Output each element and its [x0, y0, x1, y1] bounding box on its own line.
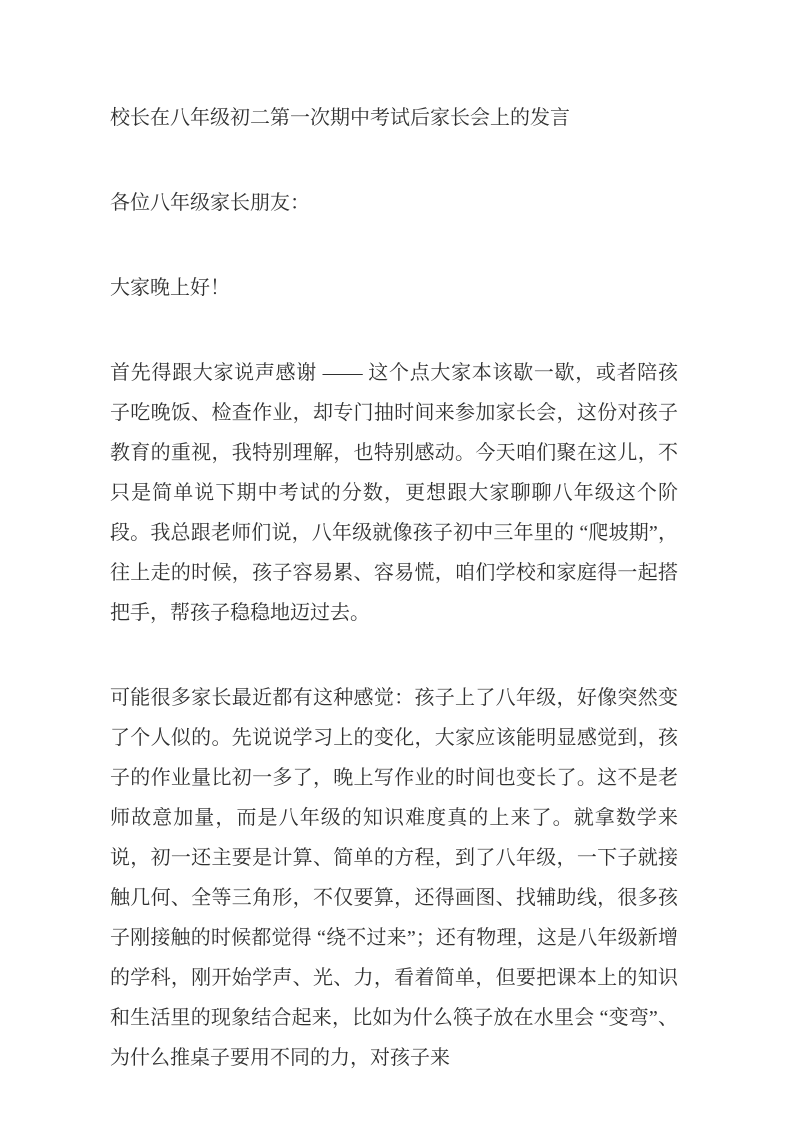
doc-paragraph: 可能很多家长最近都有这种感觉：孩子上了八年级，好像突然变了个人似的。先说说学习上的变化，大家应该能明显感觉到，孩子的作业量比初一多了，晚上写作业的时间也变长了。这不是老师故意加量，而是八年级的知识难度真的上来了。就拿数学来说，初一还主要是计算、简单的方程，到了八年级，一下子就接触几何、全等三角形，不仅要算，还得画图、找辅助线，很多孩子刚接触的时候都觉得 “绕不过来”；还有物理，这是八年级新增的学科，刚开始学声、光、力，看着简单，但要把课本上的知识和生活里的现象结合起来，比如为什么筷子放在水里会 “变弯”、为什么推桌子要用不同的力，对孩子来: [110, 687, 678, 1069]
doc-paragraph: 首先得跟大家说声感谢 —— 这个点大家本该歇一歇，或者陪孩子吃晚饭、检查作业，却专门抽时间来参加家长会，这份对孩子教育的重视，我特别理解，也特别感动。今天咱们聚在这儿，不只是简单说下期中考试的分数，更想跟大家聊聊八年级这个阶段。我总跟老师们说，八年级就像孩子初中三年里的 “爬坡期”，往上走的时候，孩子容易累、容易慌，咱们学校和家庭得一起搭把手，帮孩子稳稳地迈过去。: [110, 362, 678, 624]
doc-salutation: 各位八年级家长朋友：: [110, 192, 310, 214]
doc-greeting: 大家晚上好！: [110, 277, 230, 299]
doc-title: 校长在八年级初二第一次期中考试后家长会上的发言: [110, 107, 570, 129]
